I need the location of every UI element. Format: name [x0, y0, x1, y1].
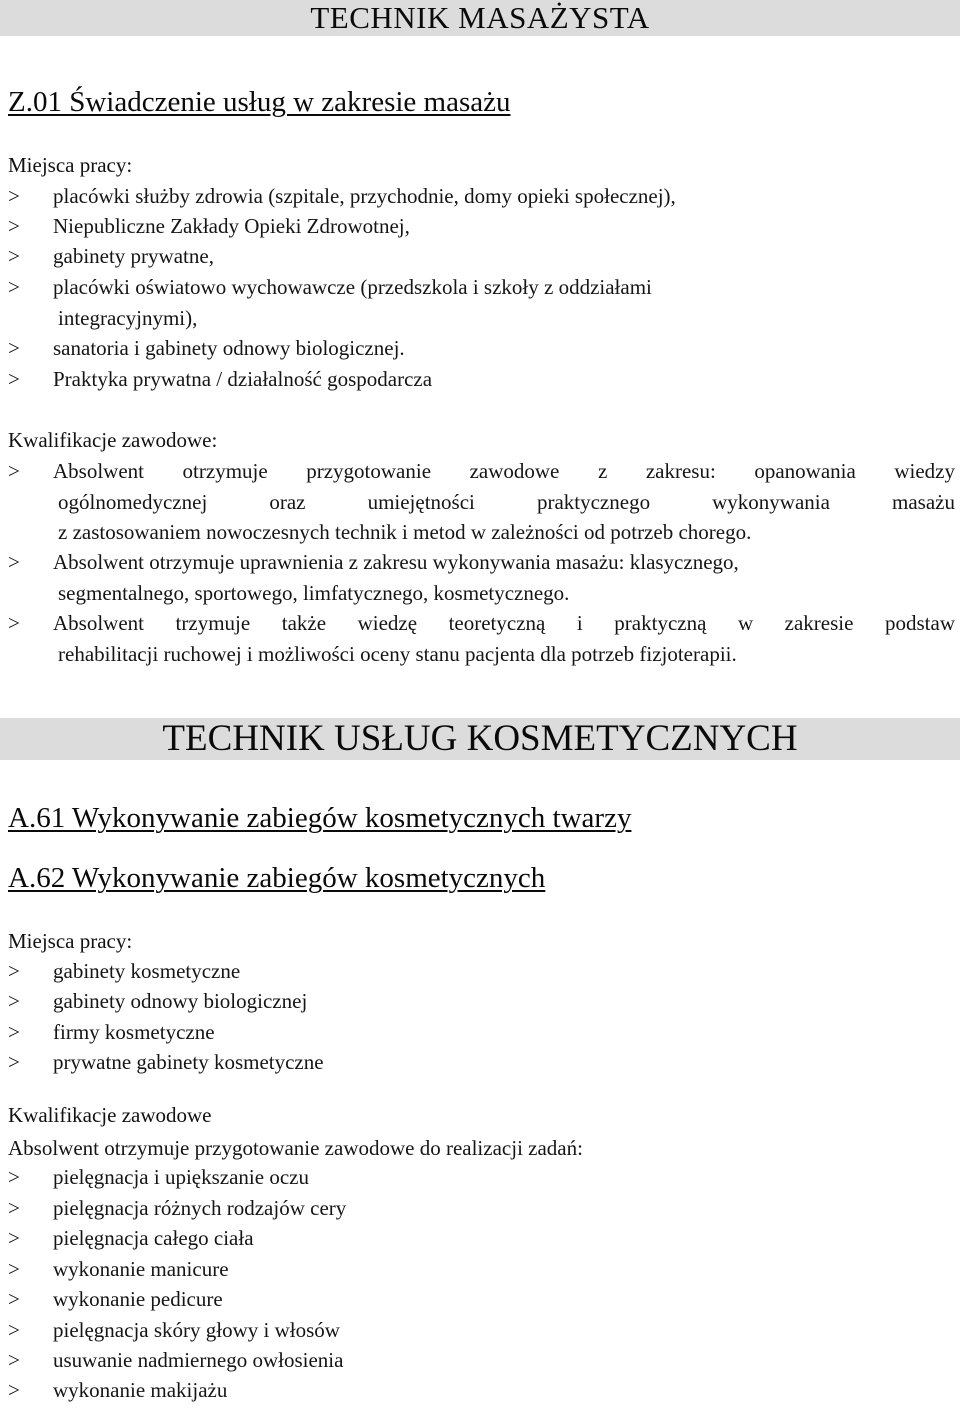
bullet-arrow: > — [8, 459, 20, 483]
bullet-arrow: > — [8, 184, 20, 208]
bullet-arrow: > — [8, 1226, 20, 1250]
workplaces-label: Miejsca pracy: — [8, 929, 133, 953]
qualification-text: ogólnomedycznej oraz umiejętności praktycznego wykonywania masażu — [58, 490, 955, 514]
qualification-heading-z01: Z.01 Świadczenie usług w zakresie masażu — [8, 86, 511, 118]
bullet-arrow: > — [8, 550, 20, 574]
qualification-text: rehabilitacji ruchowej i możliwości oceny stanu pacjenta dla potrzeb fizjoterapii. — [58, 642, 737, 666]
bullet-arrow: > — [8, 1378, 20, 1402]
workplaces-label: Miejsca pracy: — [8, 153, 133, 177]
bullet-arrow: > — [8, 1257, 20, 1281]
qualification-text: Absolwent trzymuje także wiedzę teoretyczną i praktyczną w zakresie podstaw — [53, 611, 955, 635]
qualifications-label: Kwalifikacje zawodowe: — [8, 428, 218, 452]
qualifications-intro: Absolwent otrzymuje przygotowanie zawodowe do realizacji zadań: — [8, 1136, 583, 1160]
qualifications-label: Kwalifikacje zawodowe — [8, 1103, 212, 1127]
bullet-arrow: > — [8, 959, 20, 983]
bullet-arrow: > — [8, 1196, 20, 1220]
qualification-heading-a61: A.61 Wykonywanie zabiegów kosmetycznych twarzy — [8, 802, 632, 834]
bullet-arrow: > — [8, 1020, 20, 1044]
bullet-arrow: > — [8, 1050, 20, 1074]
bullet-arrow: > — [8, 611, 20, 635]
qualification-heading-a62: A.62 Wykonywanie zabiegów kosmetycznych — [8, 862, 546, 894]
bullet-arrow: > — [8, 1287, 20, 1311]
bullet-arrow: > — [8, 336, 20, 360]
bullet-arrow: > — [8, 989, 20, 1013]
document-page: TECHNIK MASAŻYSTA Z.01 Świadczenie usług w zakresie masażu Miejsca pracy: > placówki służby zdrowia (szpitale, przychodnie, domy opieki społecznej), > Niepubliczne Zakłady Opieki Zdrowotnej, > gabinety prywatne, > placówki oświatowo wychowawcze (przedszkola i szkoły z oddziałami integracyjnymi), > sanatoria i gabinety odnowy biologicznej. > Praktyka prywatna / działalność gospodarcza Kwalifikacje zawodowe: > Absolwent otrzymuje przygotowanie zawodowe z zakresu: opanowania wiedzy ogólnomedycznej oraz umiejętności praktycznego wykonywania masażu z zastosowaniem nowoczesnych technik i metod w zależności od potrzeb chorego. > Absolwent otrzymuje uprawnienia z zakresu wykonywania masażu: klasycznego, segmentalnego, sportowego, limfatycznego, kosmetycznego. > Absolwent trzymuje także wiedzę teoretyczną i praktyczną w zakresie podstaw rehabilitacji ruchowej i możliwości oceny stanu pacjenta dla potrzeb fizjoterapii. TECHNIK USŁUG KOSMETYCZNYCH A.61 Wykonywanie zabiegów kosmetycznych twarzy A.62 Wykonywanie zabiegów kosmetycznych Miejsca pracy: > gabinety kosmetyczne > gabinety odnowy biologicznej > firmy kosmetyczne > prywatne gabinety kosmetyczne Kwalifikacje zawodowe Absolwent otrzymuje przygotowanie zawodowe do realizacji zadań: > pielęgnacja i upiększanie oczu > pielęgnacja różnych rodzajów cery > pielęgnacja całego ciała > wykonanie manicure > wykonanie pedicure > pielęgnacja skóry głowy i włosów > usuwanie nadmiernego owłosienia > wykonanie makijażu — [0, 0, 960, 1409]
bullet-arrow: > — [8, 1165, 20, 1189]
qualification-text: z zastosowaniem nowoczesnych technik i metod w zależności od potrzeb chorego. — [58, 520, 752, 544]
bullet-arrow: > — [8, 1348, 20, 1372]
bullet-arrow: > — [8, 244, 20, 268]
bullet-arrow: > — [8, 1318, 20, 1342]
bullet-arrow: > — [8, 214, 20, 238]
qualification-text: segmentalnego, sportowego, limfatycznego, kosmetycznego. — [58, 581, 570, 605]
bullet-arrow: > — [8, 275, 20, 299]
qualification-text: Absolwent otrzymuje przygotowanie zawodowe z zakresu: opanowania wiedzy — [53, 459, 955, 483]
section-banner-masseur: TECHNIK MASAŻYSTA — [0, 0, 960, 36]
list-item-continuation: integracyjnymi), — [58, 306, 198, 330]
section-banner-cosmetics: TECHNIK USŁUG KOSMETYCZNYCH — [0, 718, 960, 760]
bullet-arrow: > — [8, 367, 20, 391]
